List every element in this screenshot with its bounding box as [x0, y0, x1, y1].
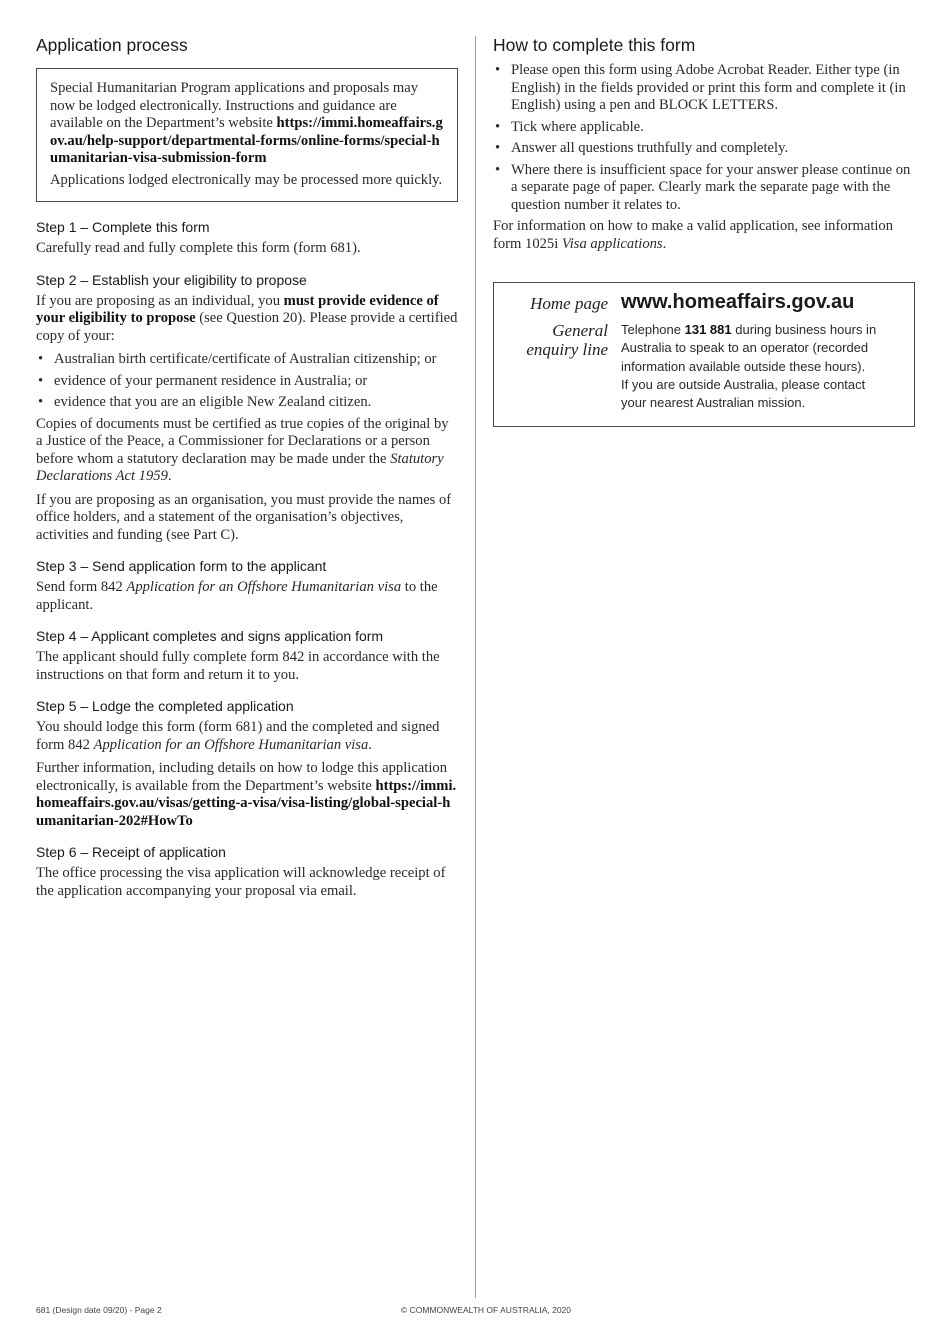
step2-text — [36, 293, 458, 346]
notice-paragraph — [50, 80, 445, 168]
list-item: • Where there is insufficient space for your answer please continue on a separate page of paper. Clearly mark the separate page with the question number it relates to. — [495, 161, 911, 213]
step6-text: The office processing the visa application will acknowledge receipt of the application accompanying your proposal via email. — [36, 865, 446, 899]
notice-note: Applications lodged electronically may be processed more quickly. — [50, 171, 443, 188]
step1-text: Carefully read and fully complete this form (form 681). — [36, 240, 361, 256]
left-column — [36, 34, 458, 906]
list-item: • Please open this form using Adobe Acrobat Reader. Either type (in English) in the fields provided or print this form and complete it (in English) using a pen and BLOCK LETTERS. — [495, 62, 906, 113]
information-form-text: For information on how to make a valid application, see information form 1025i Visa applications. — [493, 218, 894, 252]
how-to-complete-heading: How to complete this form — [493, 35, 696, 55]
step2-organisation-text: If you are proposing as an organisation, you must provide the names of office holders, and a statement of the organisation’s objectives, activities and funding (see Part C). — [36, 491, 452, 543]
statutory-declarations-act: Statutory Declarations Act 1959 — [36, 450, 444, 484]
step2-copies-text: Copies of documents must be certified as true copies of the original by a Justice of the Peace, a Commissioner for Declarations or a person before whom a statutory declaration may be made under the Statutory Declarations Act 1959. — [36, 415, 449, 484]
step4-text: The applicant should fully complete form 842 in accordance with the instructions on that form and return it to you. — [36, 649, 440, 683]
step4-title: Step 4 – Applicant completes and signs application form — [36, 628, 384, 644]
list-item: • evidence of your permanent residence in Australia; or — [38, 372, 368, 389]
list-item: • evidence that you are an eligible New Zealand citizen. — [38, 394, 372, 410]
enquiry-line-details: Telephone 131 881 during business hours in Australia to speak to an operator (recorded information available outside these hours). If you are outside Australia, please contact your nearest Australian mission. — [621, 321, 881, 412]
enquiry-line-row — [506, 321, 902, 412]
form-842-name: Application for an Offshore Humanitarian visa — [93, 736, 369, 753]
form-842-name: Application for an Offshore Humanitarian visa — [126, 579, 402, 595]
further-info-url-link[interactable]: https://immi.homeaffairs.gov.au/visas/getting-a-visa/visa-listing/global-special-humanitarian-202#HowTo — [36, 777, 457, 829]
phone-number: 131 881 — [684, 322, 732, 337]
home-page-label: Home page — [530, 294, 608, 313]
step3-text: Send form 842 Application for an Offshore Humanitarian visa to the applicant. — [36, 579, 438, 613]
home-page-url-link[interactable]: www.homeaffairs.gov.au — [621, 291, 855, 313]
application-process-heading: Application process — [36, 35, 188, 55]
step2-text-bold: must provide evidence of your eligibility to propose — [36, 292, 439, 326]
list-item: • Tick where applicable. — [495, 118, 644, 135]
list-item: • Australian birth certificate/certificate of Australian citizenship; or — [38, 351, 437, 367]
step2-text-b: (see Question 20). Please provide a certified copy of your: — [36, 310, 458, 344]
instructions-list — [493, 62, 915, 214]
step3-title: Step 3 – Send application form to the applicant — [36, 558, 327, 574]
list-item: • Answer all questions truthfully and completely. — [495, 140, 789, 156]
notice-intro: Special Humanitarian Program applications and proposals may now be lodged electronically. Instructions and guidance are available on the Department’s website — [50, 80, 418, 131]
right-column — [493, 34, 915, 427]
step2-text-a: If you are proposing as an individual, you — [36, 292, 280, 309]
home-page-row — [506, 291, 902, 313]
column-divider — [475, 36, 476, 1298]
step2-title: Step 2 – Establish your eligibility to propose — [36, 271, 307, 288]
step5-text: You should lodge this form (form 681) and the completed and signed form 842 Application for an Offshore Humanitarian visa. — [36, 719, 440, 753]
electronic-lodgement-notice — [36, 68, 458, 202]
step6-title: Step 6 – Receipt of application — [36, 844, 226, 860]
visa-applications-form-name: Visa applications — [561, 235, 663, 252]
notice-url-link[interactable]: https://immi.homeaffairs.gov.au/help-support/departmental-forms/online-forms/special-humanitarian-visa-submission-form — [50, 115, 443, 166]
step5-title: Step 5 – Lodge the completed application — [36, 698, 294, 714]
step5-further-info: Further information, including details on how to lodge this application electronically, is available from the Department’s website https://immi.homeaffairs.gov.au/visas/getting-a-visa/visa-listing/global-special-humanitarian-202#HowTo — [36, 760, 457, 829]
footer-form-info: 681 (Design date 09/20) - Page 2 — [36, 1305, 162, 1315]
step1-title: Step 1 – Complete this form — [36, 219, 210, 235]
footer-copyright: © COMMONWEALTH OF AUSTRALIA, 2020 — [401, 1305, 571, 1315]
step2-document-list — [36, 351, 458, 412]
enquiry-line-label: General enquiry line — [526, 321, 608, 359]
contact-box — [493, 282, 915, 427]
outside-australia-text: If you are outside Australia, please contact your nearest Australian mission. — [621, 376, 866, 411]
